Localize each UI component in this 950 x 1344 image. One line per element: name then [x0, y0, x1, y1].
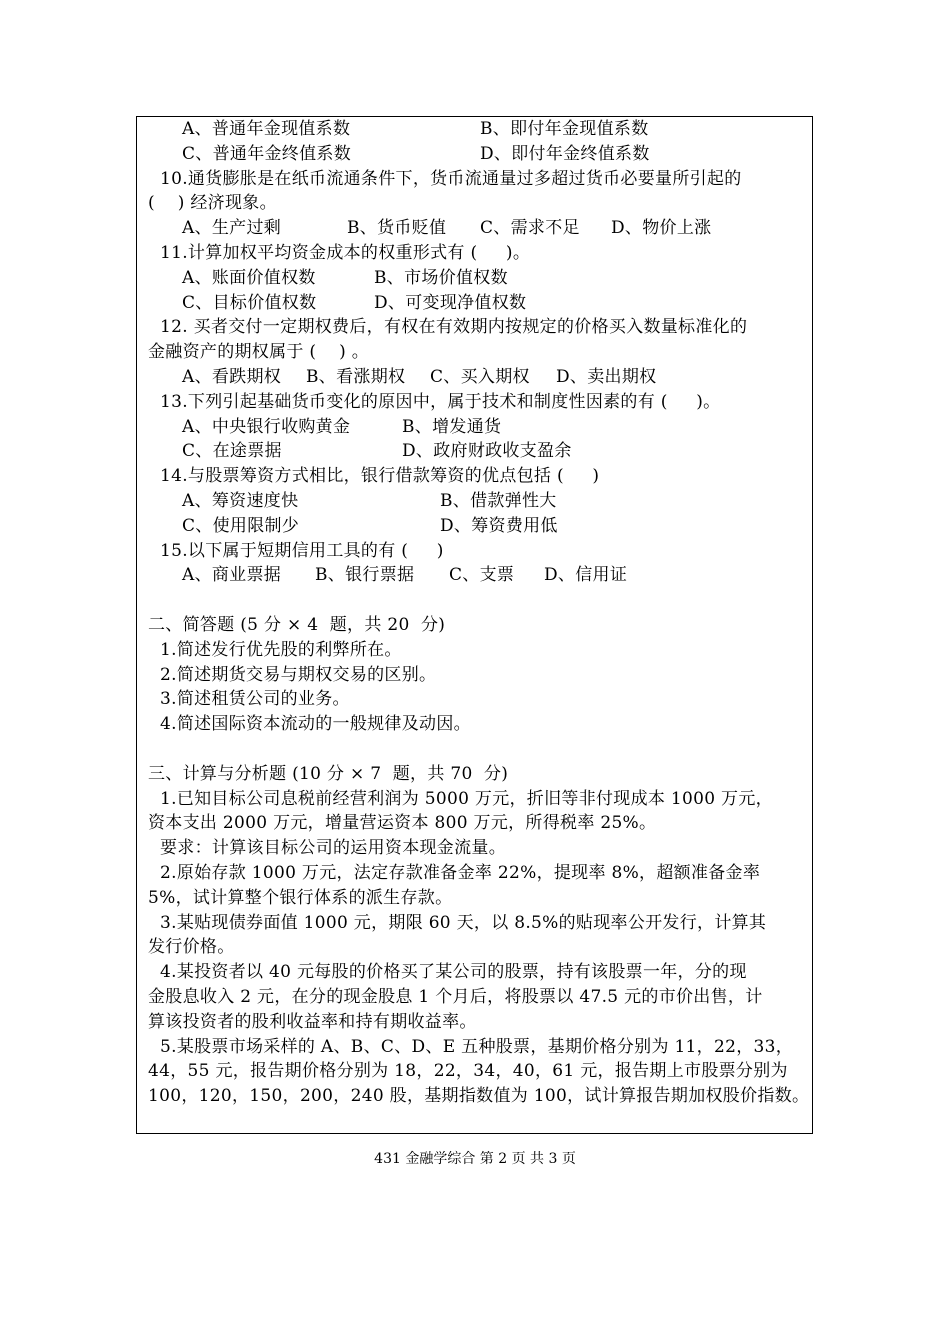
text-segment: 4.某投资者以 40 元每股的价格买了某公司的股票，持有该股票一年，分的现 — [160, 962, 747, 983]
text-segment: 1.已知目标公司息税前经营利润为 5000 万元，折旧等非付现成本 1000 万元， — [160, 788, 773, 809]
text-segment: C、目标价值权数 — [182, 292, 317, 313]
text-segment: B、市场价值权数 — [374, 267, 508, 288]
text-segment: 二、简答题 (5 分 × 4 题，共 20 分) — [148, 615, 446, 635]
text-segment: 13.下列引起基础货币变化的原因中，属于技术和制度性因素的有 ( )。 — [160, 391, 721, 412]
text-segment: B、货币贬值 — [347, 218, 447, 239]
text-segment: D、即付年金终值系数 — [480, 143, 650, 164]
text-segment: 44，55 元，报告期价格分别为 18，22，34，40，61 元，报告期上市股票分别为 — [148, 1061, 788, 1082]
text-segment: C、普通年金终值系数 — [182, 143, 352, 164]
text-segment: A、生产过剩 — [182, 218, 282, 239]
text-segment: ( ) 经济现象。 — [148, 193, 277, 214]
text-segment: 2.简述期货交易与期权交易的区别。 — [160, 664, 437, 685]
text-segment: D、政府财政收支盈余 — [402, 441, 572, 462]
text-segment: B、借款弹性大 — [440, 491, 557, 511]
text-segment: 资本支出 2000 万元，增量营运资本 800 万元，所得税率 25%。 — [148, 813, 657, 834]
text-segment: B、即付年金现值系数 — [480, 119, 649, 139]
text-segment: A、筹资速度快 — [182, 491, 299, 511]
text-segment: C、支票 — [449, 565, 515, 586]
text-segment: D、卖出期权 — [556, 367, 657, 387]
text-segment: 金融资产的期权属于 ( ) 。 — [148, 342, 370, 363]
text-segment: 100，120，150，200，240 股，基期指数值为 100，试计算报告期加权股价指数。 — [148, 1086, 810, 1107]
text-segment: 15.以下属于短期信用工具的有 ( ) — [160, 540, 444, 561]
text-segment: A、普通年金现值系数 — [182, 119, 351, 139]
text-segment: 三、计算与分析题 (10 分 × 7 题，共 70 分) — [148, 763, 509, 784]
text-segment: 2.原始存款 1000 万元，法定存款准备金率 22%，提现率 8%，超额准备金率 — [160, 863, 761, 883]
text-segment: 发行价格。 — [148, 937, 235, 958]
text-segment: 1.简述发行优先股的利弊所在。 — [160, 639, 402, 660]
text-segment: 12. 买者交付一定期权费后，有权在有效期内按规定的价格买入数量标准化的 — [160, 317, 748, 338]
text-segment: C、买入期权 — [430, 367, 530, 387]
text-segment: D、筹资费用低 — [440, 515, 558, 536]
text-segment: B、银行票据 — [315, 565, 415, 586]
text-segment: A、账面价值权数 — [182, 267, 316, 288]
text-segment: D、信用证 — [544, 565, 628, 586]
text-segment: 14.与股票筹资方式相比，银行借款筹资的优点包括 ( ) — [160, 466, 600, 487]
text-segment: 3.某贴现债券面值 1000 元，期限 60 天，以 8.5%的贴现率公开发行，计算其 — [160, 912, 767, 933]
text-segment: C、使用限制少 — [182, 515, 300, 536]
text-segment: C、在途票据 — [182, 441, 282, 462]
text-segment: B、看涨期权 — [306, 367, 406, 387]
text-segment: 3.简述租赁公司的业务。 — [160, 689, 350, 710]
text-segment: 4.简述国际资本流动的一般规律及动因。 — [160, 714, 471, 735]
text-segment: 要求：计算该目标公司的运用资本现金流量。 — [160, 838, 506, 859]
text-segment: 5%，试计算整个银行体系的派生存款。 — [148, 887, 453, 908]
text-segment: 10.通货膨胀是在纸币流通条件下，货币流通量过多超过货币必要量所引起的 — [160, 168, 742, 189]
text-segment: C、需求不足 — [480, 218, 580, 239]
text-segment: D、可变现净值权数 — [374, 292, 527, 313]
text-segment: 5.某股票市场采样的 A、B、C、D、E 五种股票，基期价格分别为 11，22，33， — [160, 1036, 794, 1057]
text-segment: 算该投资者的股利收益率和持有期收益率。 — [148, 1011, 477, 1032]
text-segment: A、看跌期权 — [182, 367, 282, 387]
text-segment: 11.计算加权平均资金成本的权重形式有 ( )。 — [160, 243, 531, 263]
page-footer: 431 金融学综合 第 2 页 共 3 页 — [374, 1151, 576, 1167]
text-segment: A、中央银行收购黄金 — [182, 416, 351, 437]
text-segment: D、物价上涨 — [611, 218, 712, 239]
text-segment: B、增发通货 — [402, 416, 502, 437]
text-segment: A、商业票据 — [182, 565, 282, 586]
text-segment: 金股息收入 2 元，在分的现金股息 1 个月后，将股票以 47.5 元的市价出售，计 — [148, 987, 763, 1007]
